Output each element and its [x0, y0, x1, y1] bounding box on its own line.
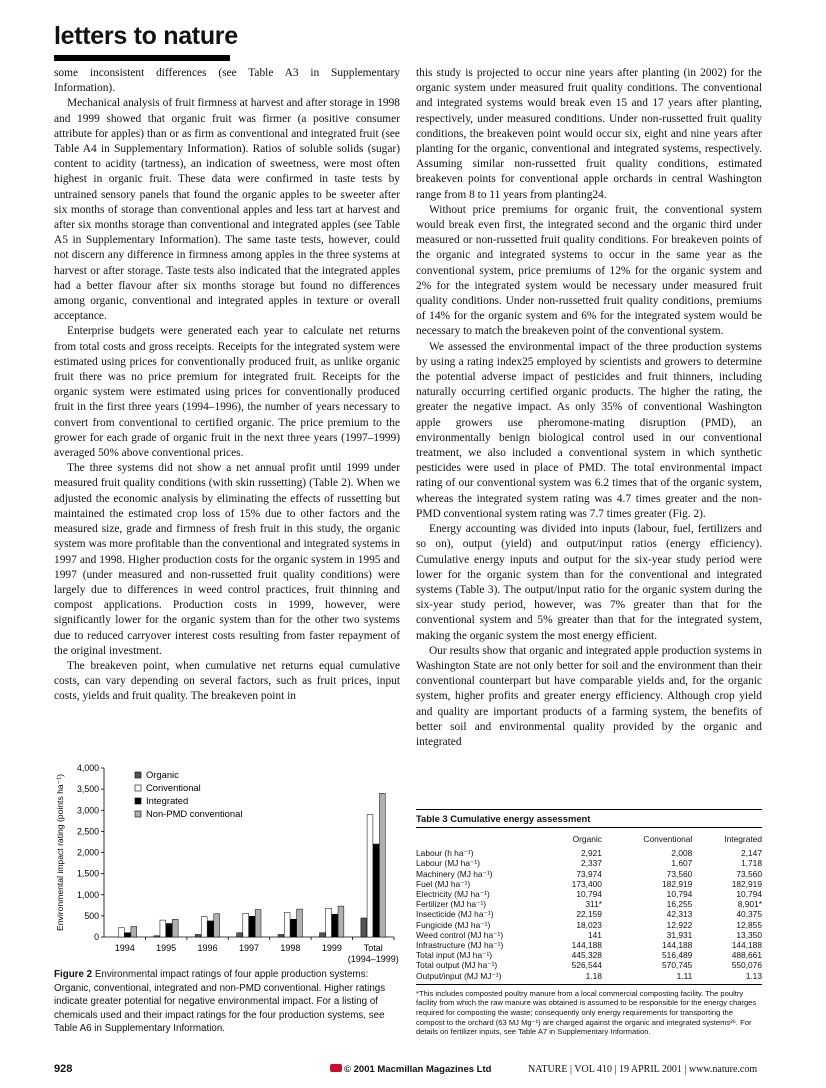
legend-entry: Integrated	[146, 795, 189, 806]
table-cell: 182,919	[662, 878, 693, 889]
row-label: Electricity (MJ ha⁻¹)	[416, 889, 490, 900]
y-tick-label: 2,500	[76, 826, 99, 837]
bar-integrated	[166, 923, 172, 937]
legend-swatch	[135, 798, 141, 804]
copyright	[330, 1064, 491, 1075]
table-cell: 16,255	[666, 899, 693, 910]
table-row	[416, 930, 762, 940]
table-cell: 40,375	[736, 909, 762, 920]
bar-integrated	[125, 933, 131, 937]
table-cell: 526,544	[571, 960, 602, 971]
row-label: Fuel (MJ ha⁻¹)	[416, 878, 471, 889]
paragraph: We assessed the environmental impact of the three production systems by using a rating index25 employed by scientists and growers to determine the potential adverse impact of pesticides and fruit thinners, including naturally occurring certified organic products. The higher the rating, the greater the negative impact. As only 35% of conventional Washington apple growers use pheromone-mating disruption (PMD), an environmentally benign biological control used in our conventional treatment, we also included a conventional system in which synthetic pesticides were used in place of PMD. The total environmental impact rating of our conventional system was 6.2 times that of the organic system, whereas the integrated system rating was 4.7 times greater and the non-PMD conventional system rating was 7.7 times greater (Fig. 2).	[416, 340, 762, 520]
table-title: Table 3 Cumulative energy assessment	[416, 809, 762, 828]
bar-organic	[319, 933, 325, 937]
table-3	[416, 809, 762, 1037]
table-cell: 182,919	[731, 878, 762, 889]
y-tick-label: 1,500	[76, 868, 99, 879]
table-row	[416, 940, 762, 950]
paragraph: Mechanical analysis of fruit firmness at harvest and after storage in 1998 and 1999 showed that organic fruit was firmer (a positive consumer attribute for apples) than or as firm as conventional and integrated fruit (see Table A4 in Supplementary Information). Ratios of soluble solids (sugar) content to acidity (tartness), an indication of sweetness, were most often highest in organic fruit. These data were confirmed in taste tests by untrained sensory panels that found the organic apples to be sweeter after six months of storage than conventional apples and less tart at harvest and after six months storage than conventional and integrated apples (see Table A5 in Supplementary Information). The same taste tests, however, could not discern any difference in firmness among apples in the three systems at harvest or after storage. Taste tests also indicated that the integrated apples had a better flavour after six months storage but found no differences among organic, conventional and integrated apples in texture or overall acceptance.	[54, 97, 400, 323]
table-cell: 2,921	[580, 848, 602, 859]
table-row	[416, 869, 762, 879]
table-cell: 10,794	[666, 889, 693, 900]
table-row	[416, 909, 762, 919]
paragraph: some inconsistent differences (see Table A3 in Supplementary Information).	[54, 67, 400, 95]
table-cell: 1.18	[546, 971, 602, 985]
bar-organic	[278, 934, 284, 937]
table-cell: 144,188	[662, 940, 693, 951]
table-cell: 8,901*	[737, 899, 762, 910]
right-text-column	[416, 66, 762, 796]
table-cell: 73,560	[666, 868, 693, 879]
row-label: Fertilizer (MJ ha⁻¹)	[416, 899, 487, 910]
table-row	[416, 889, 762, 899]
bar-organic	[361, 918, 367, 937]
row-label: Fungicide (MJ ha⁻¹)	[416, 919, 491, 930]
table-cell: 1,718	[741, 858, 762, 869]
bar-integrated	[208, 921, 214, 937]
running-header-title: letters to nature	[54, 22, 238, 50]
table-cell: 10,794	[736, 889, 762, 900]
legend-entry: Non-PMD conventional	[146, 808, 243, 819]
table-cell: 73,560	[736, 868, 762, 879]
row-label: Machinery (MJ ha⁻¹)	[416, 868, 493, 879]
table-cell: 10,794	[576, 889, 602, 900]
table-cell: 141	[587, 929, 602, 940]
x-tick-label: Total	[363, 943, 383, 953]
bar-non-pmd-conventional	[255, 910, 261, 937]
x-tick-label: 1996	[197, 943, 218, 953]
legend-entry: Conventional	[146, 782, 201, 793]
column-header: Conventional	[643, 834, 693, 844]
y-tick-label: 0	[94, 932, 99, 942]
table-row	[416, 858, 762, 868]
bar-conventional	[326, 908, 332, 937]
table-cell: 173,400	[571, 878, 602, 889]
row-label: Weed control (MJ ha⁻¹)	[416, 929, 504, 940]
table-cell: 144,188	[571, 940, 602, 951]
row-label: Insecticide (MJ ha⁻¹)	[416, 909, 494, 920]
table-row	[416, 920, 762, 930]
copyright-text: © 2001 Macmillan Magazines Ltd	[344, 1064, 492, 1075]
table-cell: 445,328	[571, 950, 602, 961]
table-row	[416, 960, 762, 970]
y-tick-label: 1,000	[76, 889, 99, 900]
y-tick-label: 2,000	[76, 847, 99, 858]
bar-integrated	[249, 916, 255, 937]
bar-organic	[237, 933, 243, 937]
row-label: Infrastructure (MJ ha⁻¹)	[416, 940, 504, 951]
left-text-column	[54, 66, 400, 756]
x-tick-label: 1999	[321, 943, 342, 953]
table-row	[416, 971, 762, 985]
table-cell: 73,974	[576, 868, 602, 879]
table-cell: 488,661	[731, 950, 762, 961]
x-tick-label: 1994	[114, 943, 135, 953]
caption-text: Environmental impact ratings of four apple production systems: Organic, conventional, integrated and non-PMD conventional. Higher ratings indicate greater potential for negative environmental impact. For a listing of chemicals used and their impact ratings for the four production systems, see Table A6 in Supplementary Information.	[54, 969, 386, 1035]
table-cell: 42,313	[666, 909, 693, 920]
table-cell: 12,855	[736, 919, 762, 930]
bar-non-pmd-conventional	[214, 914, 220, 937]
table-cell: 311*	[585, 899, 602, 910]
table-header-row	[416, 828, 762, 848]
bar-non-pmd-conventional	[379, 793, 385, 937]
column-header	[416, 828, 546, 848]
paragraph: this study is projected to occur nine years after planting (in 2002) for the organic system under measured fruit quality conditions. The conventional and integrated systems would break even 15 and 17 years after planting, respectively, under measured conditions. Under non-russetted fruit quality conditions, the breakeven point would occur six, eight and nine years after planting for the organic, conventional and integrated systems, respectively. Assuming similar non-russetted fruit quality conditions, estimated breakeven points for conventional apple orchards in central Washington range from 8 to 11 years from planting24.	[416, 67, 762, 201]
publisher-logo-icon	[330, 1064, 342, 1072]
bar-non-pmd-conventional	[338, 906, 344, 937]
legend-swatch	[135, 785, 141, 791]
row-label: Output/input (MJ MJ⁻¹)	[416, 971, 546, 985]
table-cell: 1.13	[692, 971, 762, 985]
table-cell: 2,008	[671, 848, 693, 859]
bar-conventional	[201, 917, 207, 937]
x-tick-sublabel: (1994–1999)	[347, 954, 399, 964]
table-cell: 13,350	[736, 929, 762, 940]
x-tick-label: 1997	[238, 943, 260, 953]
table-cell: 22,159	[576, 909, 602, 920]
paragraph: Enterprise budgets were generated each year to calculate net returns from total costs and gross receipts. Receipts for the integrated system were estimated using prices for conventionally produced fruit, as unlike organic fruit there was no price premium for integrated fruit. Receipts for the organic system were estimated using prices for conventionally produced fruit in the first three years (1994–1996), the number of years necessary to convert from conventional to certified organic. The price premium to the grower for each grade of organic fruit in the next three years (1997–1999) averaged 50% above conventional prices.	[54, 325, 400, 460]
bar-organic	[195, 934, 201, 937]
table-row	[416, 879, 762, 889]
table-cell: 144,188	[731, 940, 762, 951]
bar-non-pmd-conventional	[131, 926, 137, 937]
table-cell: 570,745	[662, 960, 693, 971]
table-row	[416, 899, 762, 909]
bar-organic	[154, 936, 160, 937]
table-row	[416, 848, 762, 858]
table-cell: 2,337	[580, 858, 602, 869]
bar-integrated	[373, 844, 379, 937]
table-cell: 18,023	[576, 919, 602, 930]
y-tick-label: 500	[84, 910, 99, 921]
table-row	[416, 950, 762, 960]
bar-chart	[54, 760, 400, 975]
bar-integrated	[290, 919, 296, 937]
row-label: Total output (MJ ha⁻¹)	[416, 960, 498, 971]
paragraph: The three systems did not show a net annual profit until 1999 under measured fruit quality conditions (with skin russetting) (Table 2). When we adjusted the economic analysis by eliminating the effects of russetting but maintained the estimated crop loss of 15% due to other factors and the measured size, grade and firmness of fresh fruit in this study, the organic system was more profitable than the conventional and integrated systems in 1997 and 1998. Higher production costs for the organic system in 1995 and 1997 (under measured and non-russetted fruit quality conditions) were largely due to differences in weed control practices, fruit thinning and compost applications. Production costs in 1999, however, were significantly lower for the organic system than for the other two systems due to reduced carryover interest costs resulting from faster repayment of the original investment.	[54, 462, 400, 657]
x-tick-label: 1998	[280, 943, 301, 953]
energy-table	[416, 828, 762, 985]
bar-non-pmd-conventional	[297, 909, 303, 937]
bar-conventional	[119, 928, 125, 937]
paragraph: The breakeven point, when cumulative net returns equal cumulative costs, can vary depending on several factors, such as fruit prices, input costs, yields and fruit quality. The breakeven point in	[54, 659, 400, 703]
table-cell: 550,076	[731, 960, 762, 971]
table-cell: 516,489	[662, 950, 693, 961]
header-rule	[54, 55, 230, 61]
legend-entry: Organic	[146, 769, 179, 780]
x-tick-label: 1995	[156, 943, 177, 953]
caption-label: Figure 2	[54, 969, 93, 980]
table-footnote: *This includes composted poultry manure from a local commercial composting facility. The poultry facility from which the raw manure was obtained is assumed to be responsible for the energy charges required for composting the waste; consequently only energy requirements for transporting the compost to the orchard (63 MJ Mg⁻¹) are charged against the organic and integrated systems²⁶. For details on fertilizer inputs, see Table A7 in Supplementary Information.	[416, 988, 757, 1037]
bar-non-pmd-conventional	[172, 919, 178, 937]
bar-conventional	[243, 913, 249, 937]
paragraph: Energy accounting was divided into inputs (labour, fuel, fertilizers and so on), output (yield) and output/input ratios (energy efficiency). Cumulative energy inputs and output for the six-year study period were lower for the organic system than for the conventional and integrated systems (Table 3). The output/input ratio for the organic system during the six-year study period, however, was 7% greater than that for the conventional system and 5% greater than that for the integrated system, making the organic system the most energy efficient.	[416, 523, 762, 642]
bar-conventional	[160, 920, 166, 937]
legend-swatch	[135, 811, 141, 817]
y-tick-label: 3,500	[76, 784, 99, 795]
table-cell: 1,607	[671, 858, 693, 869]
row-label: Labour (h ha⁻¹)	[416, 848, 474, 859]
table-cell: 12,922	[666, 919, 693, 930]
legend-swatch	[135, 772, 141, 778]
table-cell: 31,931	[666, 929, 693, 940]
column-header: Integrated	[724, 834, 762, 844]
y-axis-label: Environmental impact rating (points ha⁻¹)	[55, 774, 65, 931]
row-label: Labour (MJ ha⁻¹)	[416, 858, 480, 869]
paragraph: Without price premiums for organic fruit, the conventional system would break even first, the integrated second and the organic third under measured or non-russetted fruit quality conditions. For breakeven points of the organic and integrated systems to occur in the same year as the conventional system, price premiums of 12% for the organic system and 2% for the integrated system would be necessary under measured fruit quality conditions. Under non-russetted fruit quality conditions, premiums of 14% for the organic system and 6% for the integrated system would be necessary to match the breakeven point of the conventional system.	[416, 203, 762, 338]
table-cell: 2,147	[741, 848, 762, 859]
y-tick-label: 4,000	[76, 763, 99, 773]
bar-conventional	[367, 814, 373, 937]
bar-conventional	[284, 912, 290, 937]
journal-info: NATURE | VOL 410 | 19 APRIL 2001 | www.nature.com	[528, 1064, 758, 1075]
y-tick-label: 3,000	[76, 805, 99, 816]
table-cell: 1.11	[602, 971, 692, 985]
figure-2-chart	[54, 760, 400, 975]
figure-2-caption	[54, 968, 396, 1036]
row-label: Total input (MJ ha⁻¹)	[416, 950, 493, 961]
bar-integrated	[332, 914, 338, 937]
page-number: 928	[54, 1063, 73, 1075]
paragraph: Our results show that organic and integrated apple production systems in Washington State are not only better for soil and the environment than their conventional counterpart but have comparable yields and, for the organic system, higher profits and greater energy efficiency. Although crop yield and quality are important products of a farming system, the benefits of better soil and environmental quality provided by the organic and integrated	[416, 644, 762, 748]
column-header: Organic	[572, 834, 602, 844]
